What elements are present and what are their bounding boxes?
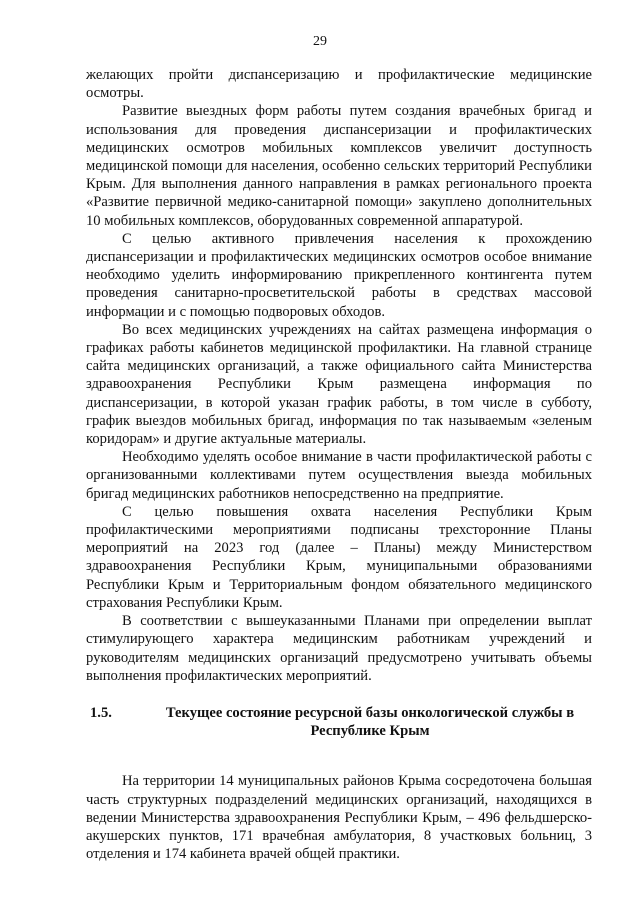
paragraph-organized-collectives: Необходимо уделять особое внимание в части профилактической работы с организованными коллективами путем осуществления выезда мобильных бригад медицинских работников непосредственно на предприятие. <box>86 449 592 502</box>
section-title: Текущее состояние ресурсной базы онкологической службы в Республике Крым <box>165 704 575 740</box>
section-number: 1.5. <box>90 704 112 721</box>
paragraph-tripartite-plans: С целью повышения охвата населения Республики Крым профилактическими мероприятиями подписаны трехсторонние Планы мероприятий на 2023 год (далее – Планы) между Министерством здравоохранения Республики Крым, муниципальными образованиями Республики Крым и Территориальным фондом обязательного медицинского страхования Республики Крым. <box>86 503 592 611</box>
paragraph-informing-population: С целью активного привлечения населения к прохождению диспансеризации и профилактических медицинских осмотров особое внимание необходимо уделить информированию прикрепленного контингента путем проведения санитарно-просветительской работы в средствах массовой информации и с помощью подворовых обходов. <box>86 230 592 320</box>
page-number: 29 <box>313 34 327 49</box>
document-body <box>86 66 592 863</box>
paragraph-websites-info: Во всех медицинских учреждениях на сайтах размещена информация о графиках работы кабинетов медицинской профилактики. На главной странице сайта медицинских организаций, а также официального сайта Министерства здравоохранения Республики Крым размещена информация по диспансеризации, в которой указан график работы, в том числе в субботу, график выездов мобильных бригад, информация по так называемым «зеленым коридорам» и другие актуальные материалы. <box>86 321 592 448</box>
paragraph-continuation: желающих пройти диспансеризацию и профилактические медицинские осмотры. <box>86 67 592 102</box>
paragraph-mobile-complexes: Развитие выездных форм работы путем создания врачебных бригад и использования для проведения диспансеризации и профилактических медицинских осмотров мобильных комплексов увеличит доступность медицинской помощи для населения, особенно сельских территорий Республики Крым. Для выполнения данного направления в рамках регионального проекта «Развитие первичной медико-санитарной помощи» закуплено дополнительных 10 мобильных комплексов, оборудованных современной аппаратурой. <box>86 103 592 229</box>
paragraph-incentive-payments: В соответствии с вышеуказанными Планами при определении выплат стимулирующего характера медицинским работникам учреждений и руководителям медицинских организаций предусмотрено учитывать объемы выполнения профилактических мероприятий. <box>86 613 592 684</box>
section-heading <box>86 704 592 740</box>
paragraph-structural-units: На территории 14 муниципальных районов Крыма сосредоточена большая часть структурных подразделений медицинских организаций, находящихся в ведении Министерства здравоохранения Республики Крым, – 496 фельдшерско-акушерских пунктов, 171 врачебная амбулатория, 8 участковых больниц, 3 отделения и 174 кабинета врачей общей практики. <box>86 773 592 863</box>
